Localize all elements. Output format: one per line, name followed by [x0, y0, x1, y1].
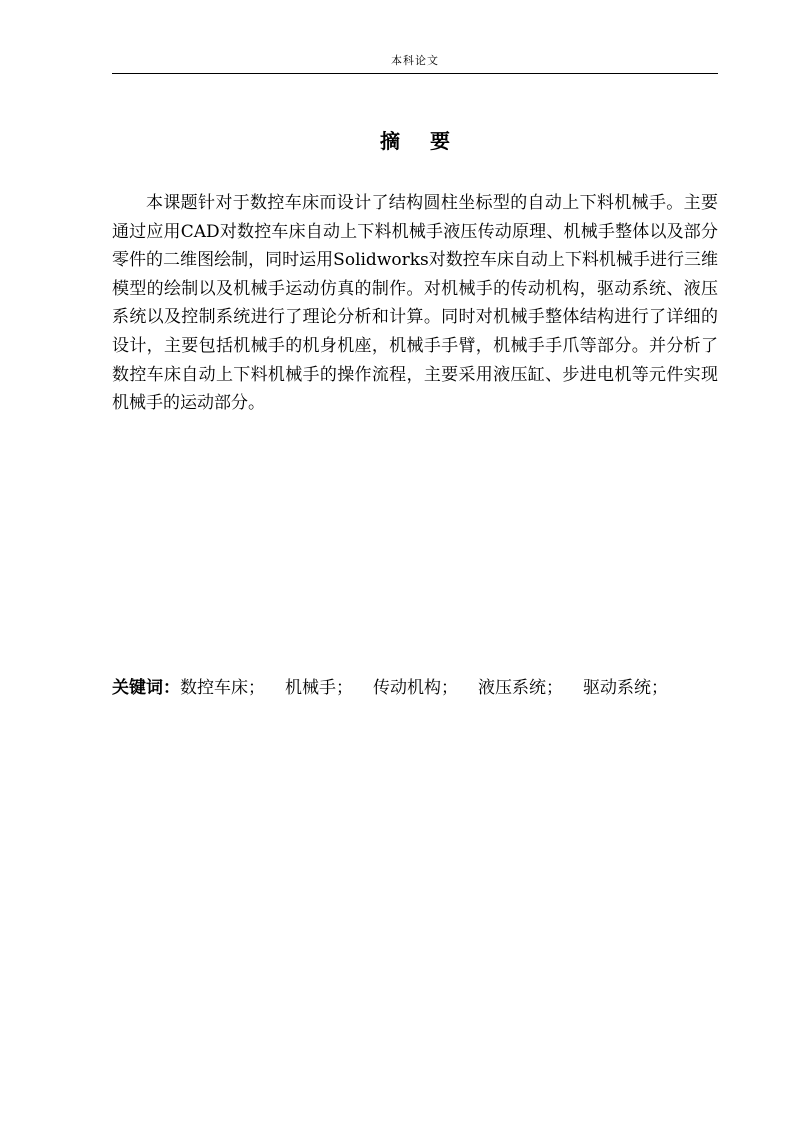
keyword-item: 驱动系统； — [583, 678, 668, 698]
keywords-line — [112, 676, 718, 700]
header-divider — [112, 73, 718, 74]
abstract-body: 本课题针对于数控车床而设计了结构圆柱坐标型的自动上下料机械手。主要通过应用CAD对数控车床自动上下料机械手液压传动原理、机械手整体以及部分零件的二维图绘制，同时运用Solidworks对数控车床自动上下料机械手进行三维模型的绘制以及机械手运动仿真的制作。对机械手的传动机构，驱动系统、液压系统以及控制系统进行了理论分析和计算。同时对机械手整体结构进行了详细的设计，主要包括机械手的机身机座，机械手手臂，机械手手爪等部分。并分析了数控车床自动上下料机械手的操作流程，主要采用液压缸、步进电机等元件实现机械手的运动部分。 — [112, 193, 718, 414]
running-header: 本科论文 — [391, 54, 439, 67]
keywords-label: 关键词： — [112, 678, 180, 698]
keyword-item: 数控车床； — [180, 678, 265, 698]
keyword-item: 机械手； — [285, 678, 353, 698]
keyword-item: 传动机构； — [373, 678, 458, 698]
abstract-title-char-2: 要 — [430, 129, 450, 153]
abstract-title-char-1: 摘 — [380, 129, 400, 153]
keyword-item: 液压系统； — [478, 678, 563, 698]
abstract-title — [112, 128, 718, 154]
